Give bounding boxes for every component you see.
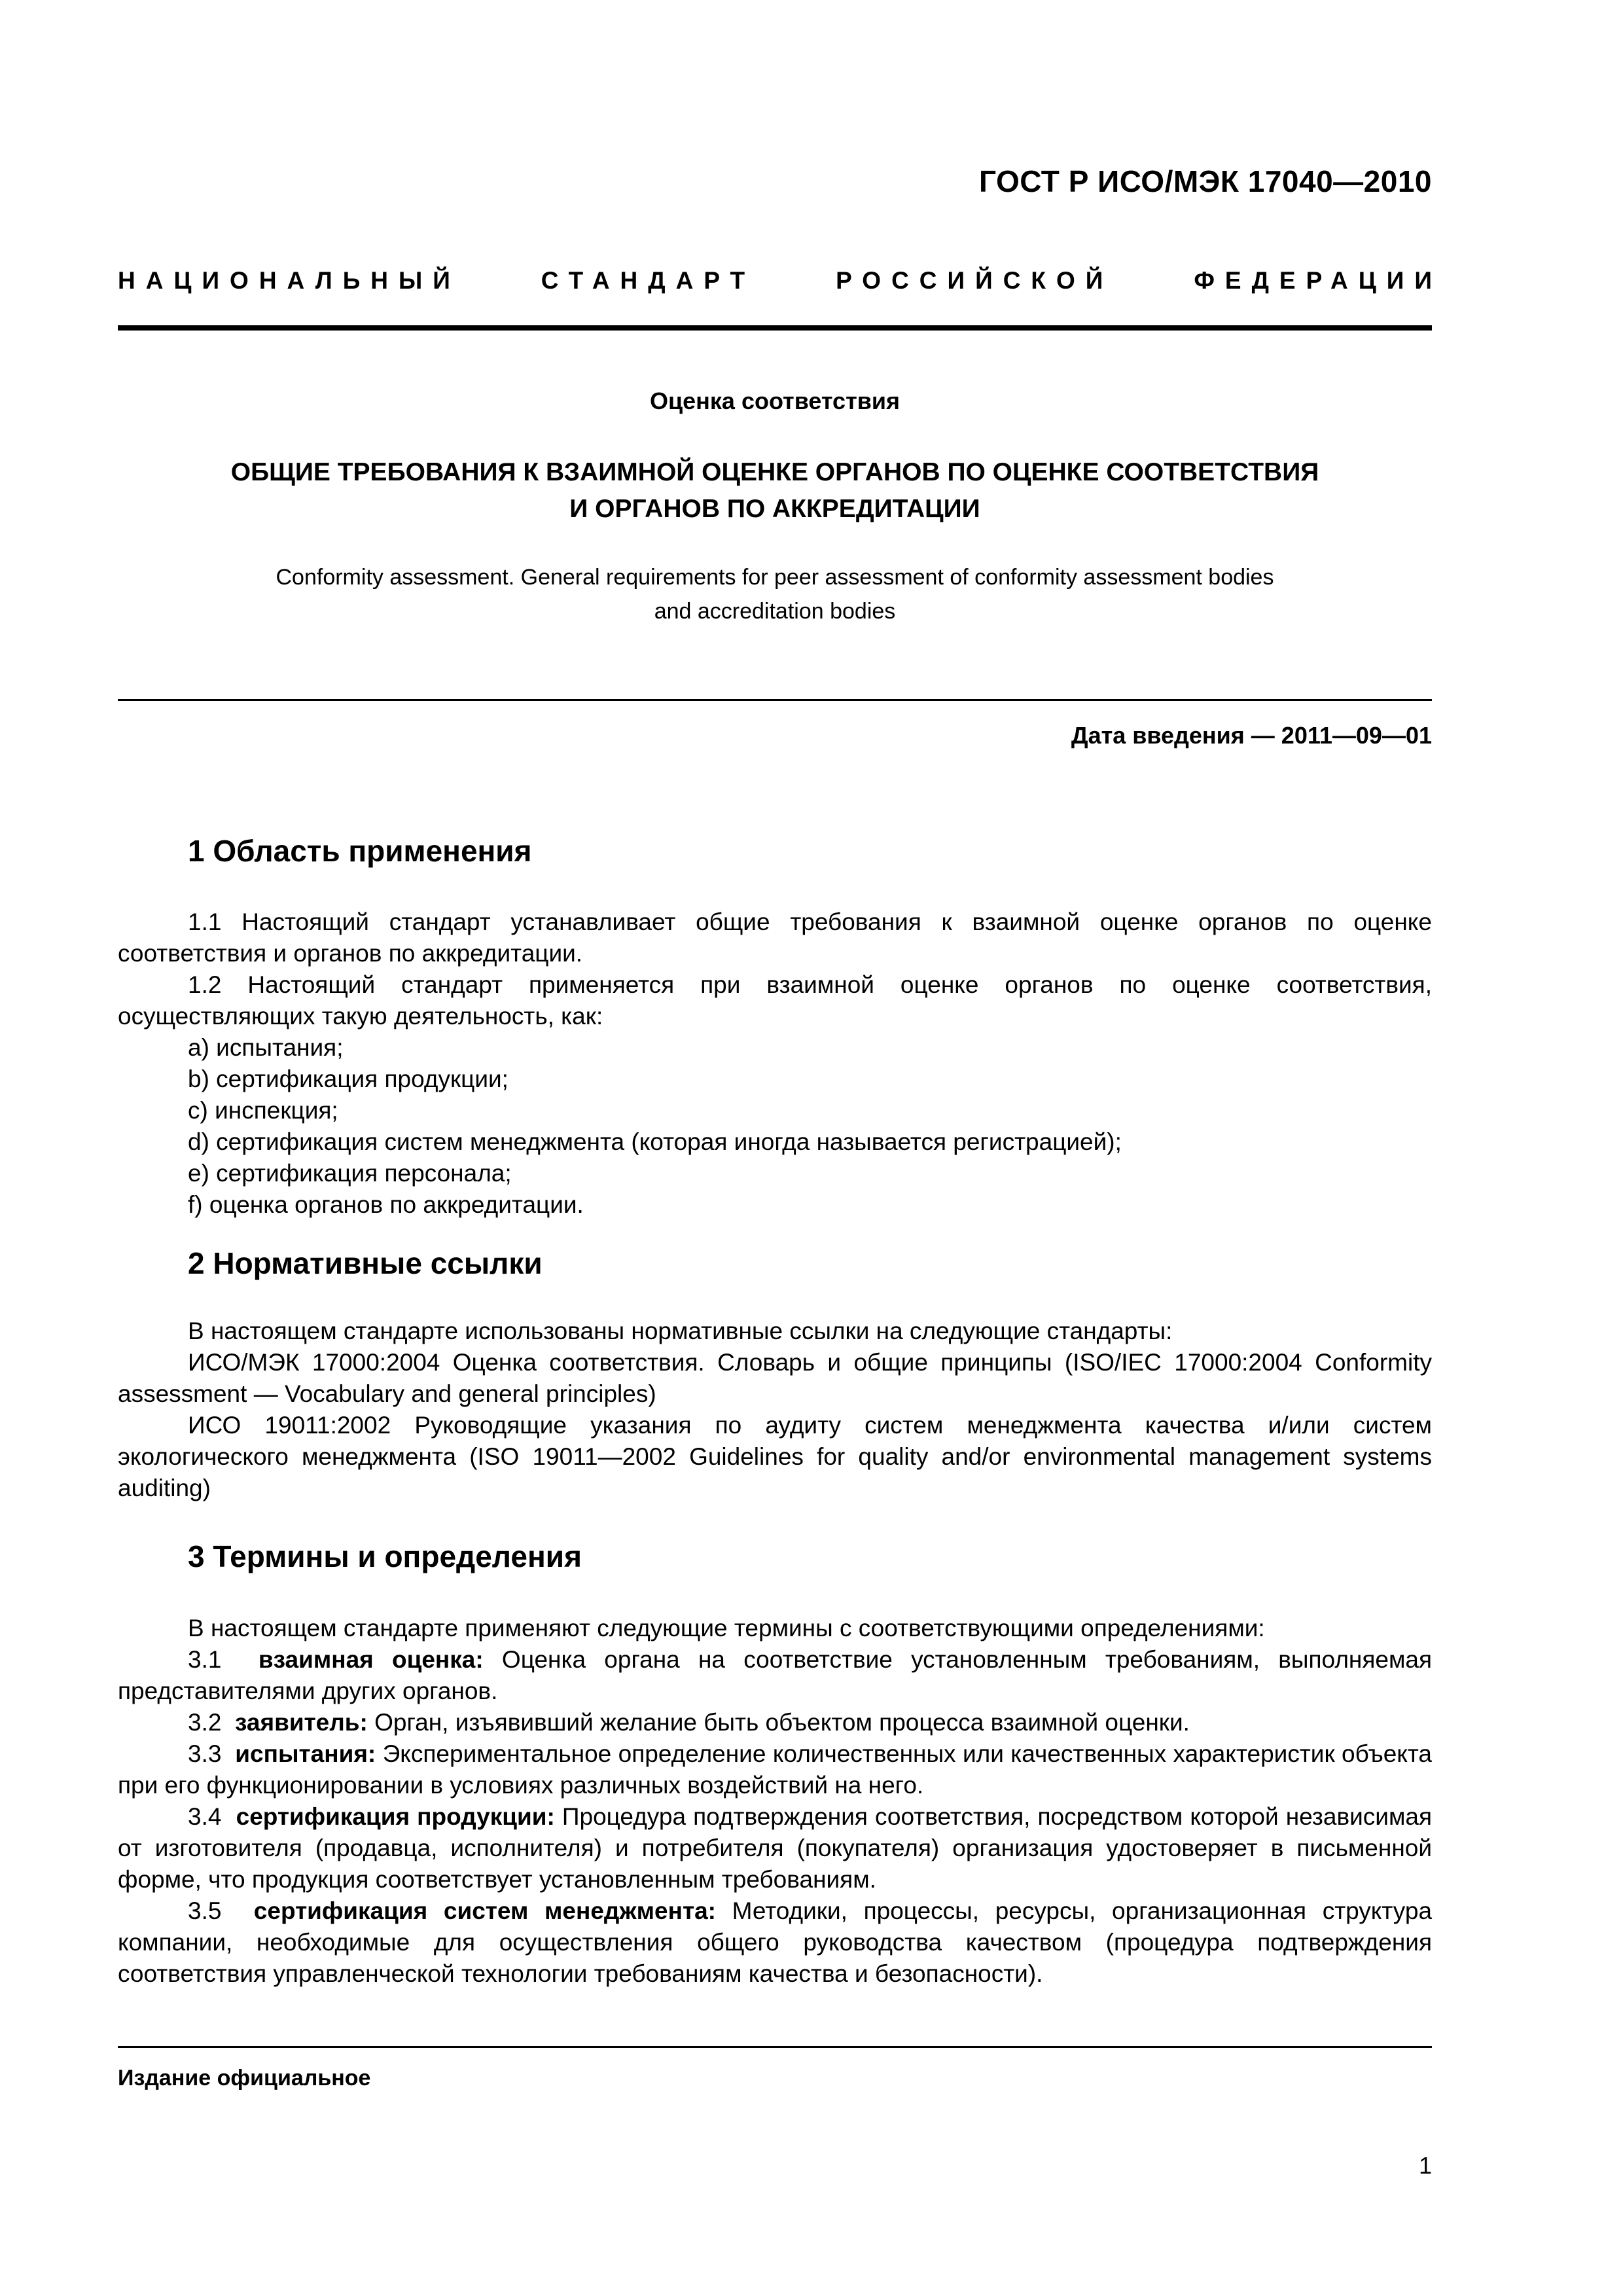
list-item: b) сертификация продукции; [188, 1066, 508, 1092]
term-text: Экспериментальное определение количественных или качественных характеристик объекта при его функционировании в условиях различных воздействий на него. [118, 1740, 1433, 1799]
term-number: 3.1 [188, 1646, 222, 1673]
section-heading: 1 Область применения [188, 834, 532, 868]
title-line: ОБЩИЕ ТРЕБОВАНИЯ К ВЗАИМНОЙ ОЦЕНКЕ ОРГАНОВ ПО ОЦЕНКЕ СООТВЕТСТВИЯ [230, 458, 1319, 486]
document-subtitle: Оценка соответствия [650, 387, 900, 414]
term-number: 3.2 [188, 1709, 222, 1736]
section-heading: 3 Термины и определения [188, 1539, 582, 1573]
title-divider [118, 699, 1432, 701]
section-3-body [118, 1613, 1432, 1990]
paragraph: 1.1 Настоящий стандарт устанавливает общие требования к взаимной оценке органов по оценке соответствия и органов по аккредитации. [118, 908, 1432, 967]
list-item: e) сертификация персонала; [188, 1160, 512, 1187]
term-definition [118, 1707, 1432, 1738]
paragraph: ИСО/МЭК 17000:2004 Оценка соответствия. Словарь и общие принципы (ISO/IEC 17000:2004 Conformity assessment — Vocabulary and general principles) [118, 1349, 1432, 1407]
paragraph: В настоящем стандарте использованы нормативные ссылки на следующие стандарты: [188, 1318, 1173, 1344]
paragraph: В настоящем стандарте применяют следующие термины с соответствующими определениями: [188, 1615, 1265, 1641]
document-code: ГОСТ Р ИСО/МЭК 17040—2010 [978, 164, 1432, 198]
term-name: заявитель: [235, 1709, 368, 1736]
term-definition [118, 1801, 1432, 1895]
term-number: 3.4 [188, 1803, 222, 1830]
banner-word: ФЕДЕРАЦИИ [1194, 267, 1442, 294]
term-number: 3.3 [188, 1740, 222, 1767]
document-title [118, 454, 1432, 528]
header-divider [118, 325, 1432, 331]
paragraph: ИСО 19011:2002 Руководящие указания по аудиту систем менеджмента качества и/или систем экологического менеджмента (ISO 19011—2002 Guidelines for quality and/or environmental management systems auditing) [118, 1412, 1432, 1501]
list-item: c) инспекция; [188, 1097, 338, 1124]
section-2-body [118, 1316, 1432, 1504]
introduction-date: Дата введения — 2011—09—01 [1071, 722, 1432, 749]
section-3 [118, 1541, 1432, 1572]
english-title-line: Conformity assessment. General requirements for peer assessment of conformity assessment bodies [276, 565, 1274, 590]
term-number: 3.5 [188, 1897, 222, 1924]
term-text: Оценка органа на соответствие установленным требованиям, выполняемая представителями других органов. [118, 1646, 1433, 1704]
banner-word: РОССИЙСКОЙ [836, 267, 1114, 294]
english-title [118, 560, 1432, 628]
term-name: взаимная оценка: [258, 1646, 484, 1673]
paragraph: 1.2 Настоящий стандарт применяется при взаимной оценке органов по оценке соответствия, осуществляющих такую деятельность, как: [118, 971, 1432, 1030]
term-definition [118, 1738, 1432, 1801]
term-definition [118, 1895, 1432, 1990]
section-1-body [118, 906, 1432, 1221]
term-name: сертификация продукции: [236, 1803, 555, 1830]
section-2 [118, 1247, 1432, 1279]
term-text: Процедура подтверждения соответствия, посредством которой независимая от изготовителя (продавца, исполнителя) и потребителя (покупателя) организация удостоверяет в письменной форме, что продукция соответствует установленным требованиям. [118, 1803, 1433, 1893]
title-line: И ОРГАНОВ ПО АККРЕДИТАЦИИ [569, 495, 980, 523]
term-definition [118, 1644, 1432, 1707]
banner-word: НАЦИОНАЛЬНЫЙ [118, 267, 461, 294]
term-text: Методики, процессы, ресурсы, организационная структура компании, необходимые для осуществления общего руководства качеством (процедура подтверждения соответствия управленческой технологии требованиям качества и безопасности). [118, 1897, 1433, 1987]
list-item: f) оценка органов по аккредитации. [188, 1191, 584, 1218]
footer-divider [118, 2046, 1432, 2048]
list-item: a) испытания; [188, 1034, 344, 1061]
page-number: 1 [1418, 2152, 1432, 2179]
section-heading: 2 Нормативные ссылки [188, 1246, 543, 1280]
section-1 [118, 835, 1432, 867]
term-name: сертификация систем менеджмента: [253, 1897, 716, 1924]
national-standard-banner [118, 267, 1442, 295]
term-text: Орган, изъявивший желание быть объектом процесса взаимной оценки. [374, 1709, 1190, 1736]
term-name: испытания: [235, 1740, 376, 1767]
list-item: d) сертификация систем менеджмента (которая иногда называется регистрацией); [188, 1128, 1122, 1155]
banner-word: СТАНДАРТ [541, 267, 756, 294]
official-edition-label: Издание официальное [118, 2066, 371, 2090]
english-title-line: and accreditation bodies [654, 599, 896, 624]
